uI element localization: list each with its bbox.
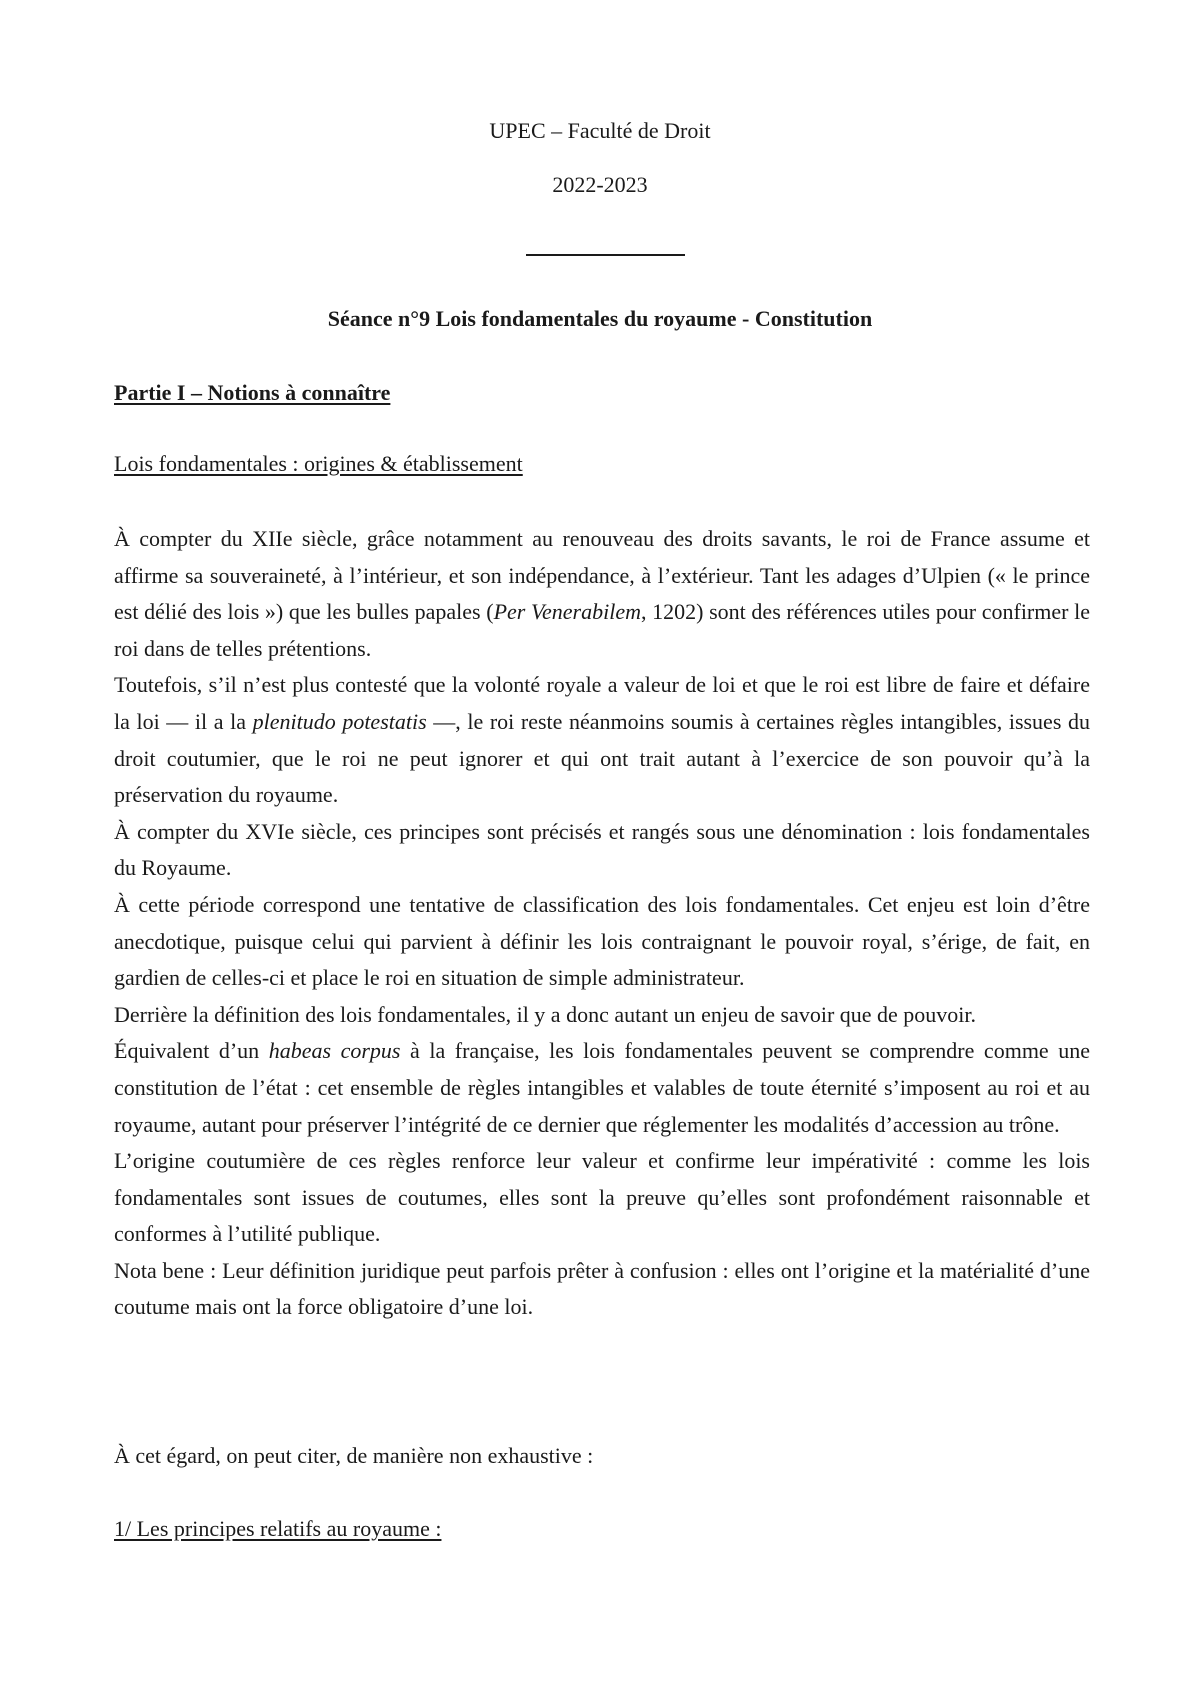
subsection-heading: 1/ Les principes relatifs au royaume :	[114, 1516, 442, 1541]
academic-year: 2022-2023	[552, 172, 648, 197]
body-text	[114, 521, 1090, 1326]
paragraph-4: À cette période correspond une tentative de classification des lois fondamentales. Cet enjeu est loin d’être anecdotique, puisque celui qui parvient à définir les lois contraignant le pouvoir royal, s’érige, de fait, en gardien de celles-ci et place le roi en situation de simple administrateur.	[114, 891, 1090, 991]
paragraph-1-text-a: À compter du XIIe siècle, grâce notamment au renouveau des droits savants, le roi de France assume et affirme sa souveraineté, à l’intérieur, et son indépendance, à l’extérieur. Tant les adages d’Ulpien (« le prince est délié des lois ») que les bulles papales (	[114, 526, 1090, 625]
paragraph-2	[114, 667, 1090, 813]
part-heading: Partie I – Notions à connaître	[114, 380, 391, 405]
paragraph-6	[114, 1033, 1090, 1143]
paragraph-1-text-b: , 1202) sont des références utiles pour confirmer le roi dans de telles prétentions.	[114, 599, 1090, 661]
paragraph-6-text-b: à la française, les lois fondamentales peuvent se comprendre comme une constitution de l’état : cet ensemble de règles intangibles et valables de toute éternité s’imposent au roi et au royaume, autant pour préserver l’intégrité de ce dernier que réglementer les modalités d’accession au trône.	[114, 1038, 1090, 1137]
paragraph-2-text-a: Toutefois, s’il n’est plus contesté que la volonté royale a valeur de loi et que le roi est libre de faire et défaire la loi — il a la	[114, 672, 1090, 734]
paragraph-3: À compter du XVIe siècle, ces principes sont précisés et rangés sous une dénomination : lois fondamentales du Royaume.	[114, 818, 1090, 881]
page-title: Séance n°9 Lois fondamentales du royaume - Constitution	[327, 306, 873, 331]
paragraph-1-italic: Per Venerabilem	[493, 599, 641, 625]
paragraph-6-text-a: Équivalent d’un	[114, 1038, 269, 1064]
paragraph-7: L’origine coutumière de ces règles renforce leur valeur et confirme leur impérativité : comme les lois fondamentales sont issues de coutumes, elles sont la preuve qu’elles sont profondément raisonnable et conformes à l’utilité publique.	[114, 1148, 1090, 1247]
paragraph-1	[114, 521, 1090, 667]
paragraph-2-italic: plenitudo potestatis	[252, 708, 427, 734]
institution-header: UPEC – Faculté de Droit	[489, 118, 711, 143]
paragraph-8: Nota bene : Leur définition juridique peut parfois prêter à confusion : elles ont l’origine et la matérialité d’une coutume mais ont la force obligatoire d’une loi.	[114, 1257, 1090, 1320]
section-heading: Lois fondamentales : origines & établissement	[114, 451, 523, 476]
paragraph-2-text-b: —, le roi reste néanmoins soumis à certaines règles intangibles, issues du droit coutumier, que le roi ne peut ignorer et qui ont trait autant à l’exercice de son pouvoir qu’à la préservation du royaume.	[114, 708, 1090, 808]
title-divider	[526, 254, 685, 256]
paragraph-5: Derrière la définition des lois fondamentales, il y a donc autant un enjeu de savoir que de pouvoir.	[114, 1001, 977, 1027]
paragraph-6-italic: habeas corpus	[268, 1038, 401, 1064]
closing-line: À cet égard, on peut citer, de manière non exhaustive :	[114, 1443, 594, 1468]
